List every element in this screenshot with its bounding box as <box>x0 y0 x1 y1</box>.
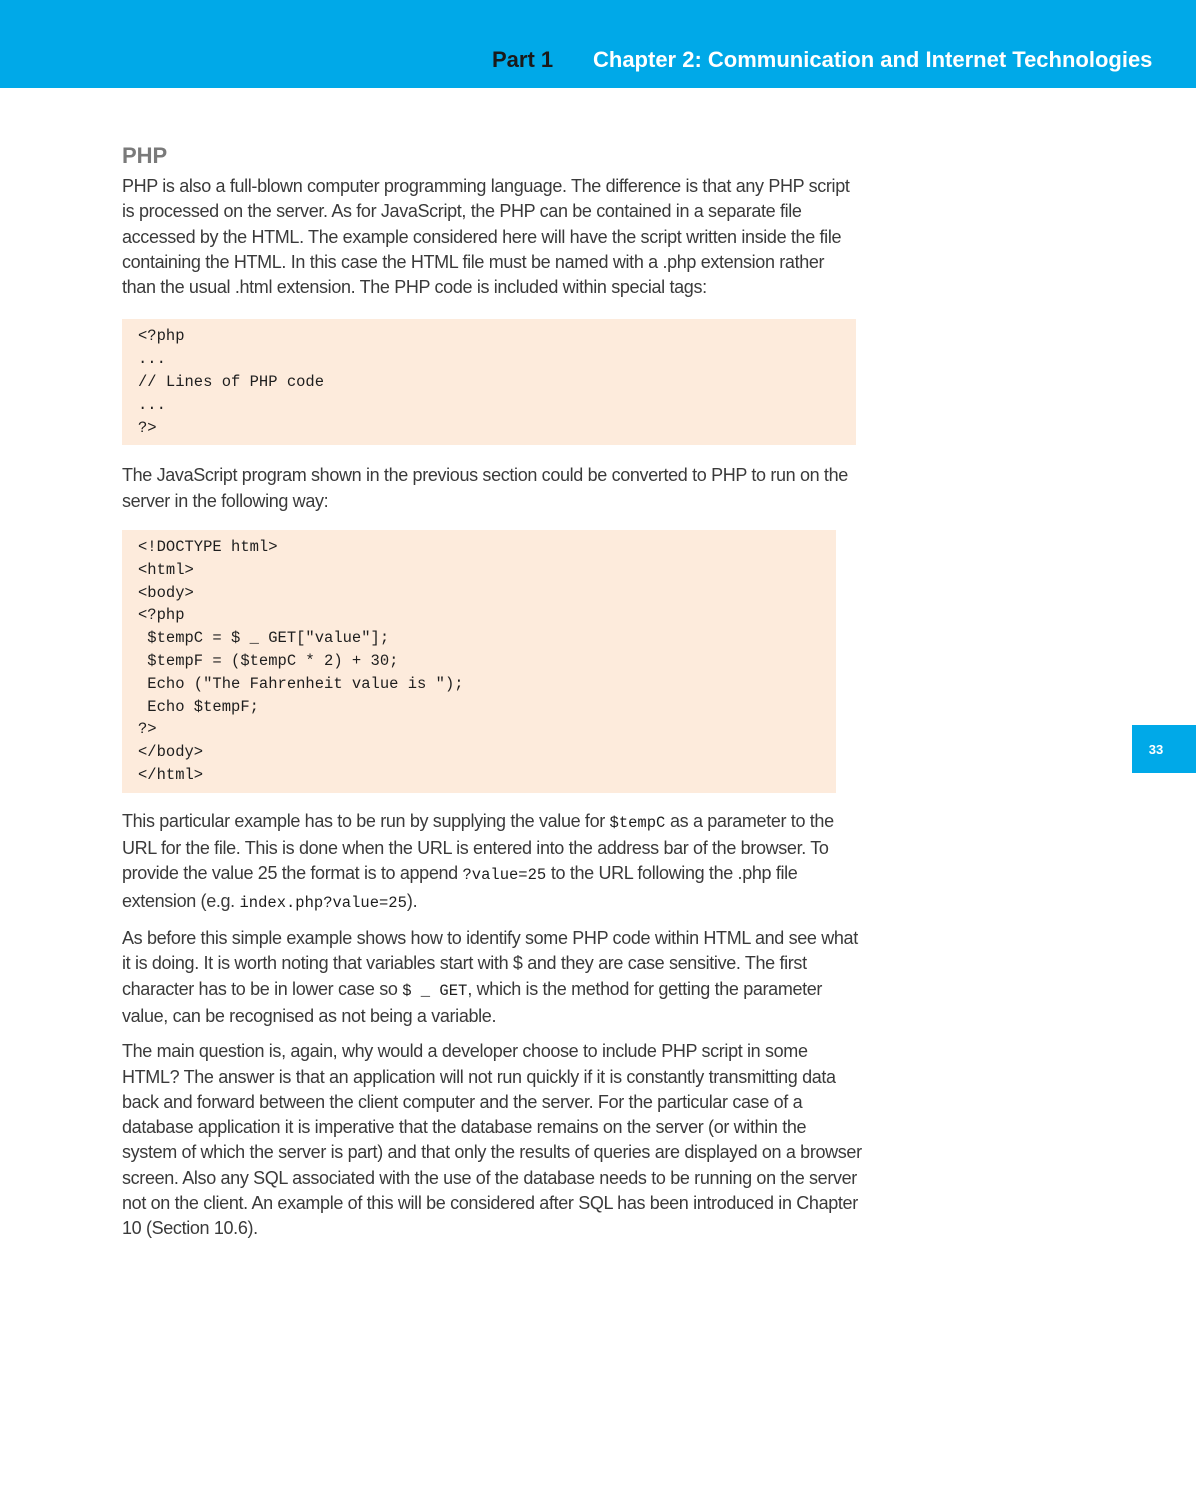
inline-code: ?value=25 <box>462 866 547 885</box>
code-block-php-example: <!DOCTYPE html> <html> <body> <?php $tempC = $ _ GET["value"]; $tempF = ($tempC * 2) + 30; Echo ("The Fahrenheit value is "); Echo $tempF; ?> </body> </html> <box>122 530 836 793</box>
code-block-php-tags: <?php ... // Lines of PHP code ... ?> <box>122 319 856 445</box>
inline-code: index.php?value=25 <box>239 893 407 912</box>
inline-code: $ _ GET <box>402 981 468 1000</box>
page-number: 33 <box>1148 741 1164 757</box>
text-run: This particular example has to be run by supplying the value for <box>122 810 610 831</box>
text-run: ). <box>406 890 418 911</box>
page-content <box>122 140 862 1242</box>
paragraph-url-parameter <box>122 809 862 916</box>
inline-code: $tempC <box>609 813 666 832</box>
text-run: As before this simple example shows how to identify some PHP code within HTML and see what it is doing. It is worth noting that variables start with $ and they are case sensitive. The first character has to be in lower case so <box>122 928 858 999</box>
text-run: to the URL following the .php file extension (e.g. <box>122 863 798 911</box>
paragraph-conversion: The JavaScript program shown in the previous section could be converted to PHP to run on the server in the following way: <box>122 465 848 511</box>
header-chapter-title: Chapter 2: Communication and Internet Technologies <box>593 47 1153 72</box>
paragraph-main-question: The main question is, again, why would a developer choose to include PHP script in some HTML? The answer is that an application will not run quickly if it is constantly transmitting data back and forward between the client computer and the server. For the particular case of a database application it is imperative that the database remains on the server (or within the system of which the server is part) and that only the results of queries are displayed on a browser screen. Also any SQL associated with the use of the database needs to be running on the server not on the client. An example of this will be considered after SQL has been introduced in Chapter 10 (Section 10.6). <box>122 1041 862 1239</box>
section-heading: PHP <box>122 143 168 168</box>
paragraph-variables <box>122 926 862 1029</box>
text-run: as a parameter to the URL for the file. This is done when the URL is entered into the address bar of the browser. To provide the value 25 the format is to append <box>122 810 834 884</box>
header-part-label: Part 1 <box>492 47 554 72</box>
page-header <box>0 0 1196 88</box>
page-number-tab <box>1132 725 1196 773</box>
paragraph-intro: PHP is also a full-blown computer programming language. The difference is that any PHP script is processed on the server. As for JavaScript, the PHP can be contained in a separate file accessed by the HTML. The example considered here will have the script written inside the file containing the HTML. In this case the HTML file must be named with a .php extension rather than the usual .html extension. The PHP code is included within special tags: <box>122 176 850 298</box>
text-run: , which is the method for getting the parameter value, can be recognised as not being a variable. <box>122 978 823 1026</box>
